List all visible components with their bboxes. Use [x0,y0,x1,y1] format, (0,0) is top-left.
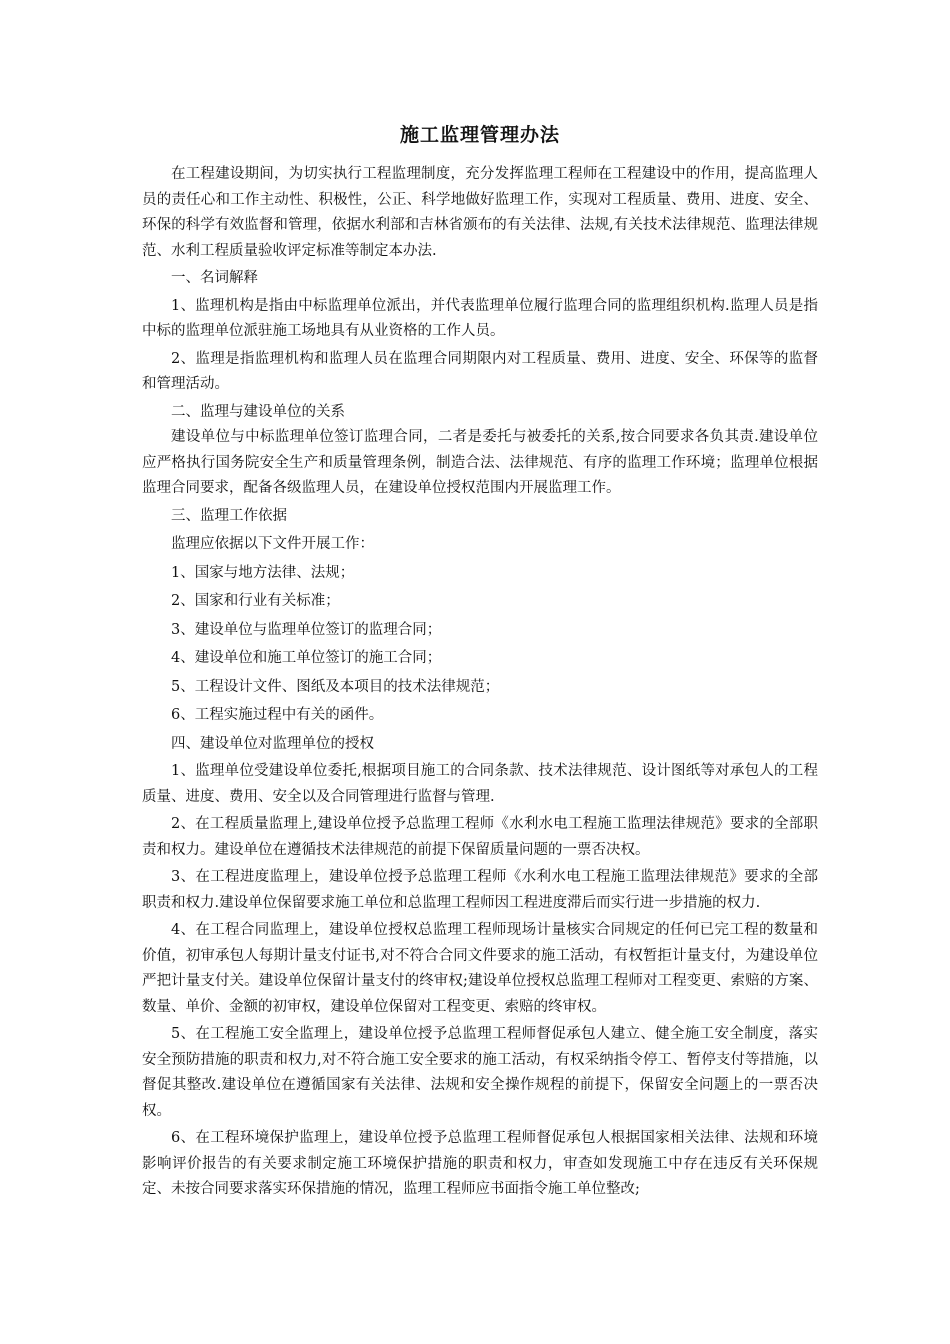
document-page [142,120,818,1203]
section-heading-1: 一、名词解释 [171,270,258,286]
section4-item-4: 4、在工程合同监理上，建设单位授权总监理工程师现场计量核实合同规定的任何已完工程的数量和价值，初审承包人每期计量支付证书,对不符合合同文件要求的施工活动，有权暂拒计量支付，为建设单位严把计量支付关。建设单位保留计量支付的终审权;建设单位授权总监理工程师对工程变更、索赔的方案、数量、单价、金额的初审权，建设单位保留对工程变更、索赔的终审权。 [142,922,818,1015]
section-heading-4: 四、建设单位对监理单位的授权 [171,735,374,752]
section3-item-6: 6、工程实施过程中有关的函件。 [171,707,384,723]
section-heading-2: 二、监理与建设单位的关系 [171,403,345,420]
document-title: 施工监理管理办法 [399,124,560,146]
section3-item-5: 5、工程设计文件、图纸及本项目的技术法律规范； [171,678,500,695]
section-heading-3: 三、监理工作依据 [171,507,287,524]
section3-item-1: 1、国家与地方法律、法规； [171,564,355,581]
section4-item-5: 5、在工程施工安全监理上，建设单位授予总监理工程师督促承包人建立、健全施工安全制度，落实安全预防措施的职责和权力,对不符合施工安全要求的施工活动，有权采纳指令停工、暂停支付等措施，以督促其整改.建设单位在遵循国家有关法律、法规和安全操作规程的前提下，保留安全问题上的一票否决权。 [142,1026,818,1119]
section4-item-2: 2、在工程质量监理上,建设单位授予总监理工程师《水利水电工程施工监理法律规范》要求的全部职责和权力。建设单位在遵循技术法律规范的前提下保留质量问题的一票否决权。 [142,816,818,858]
section3-lead: 监理应依据以下文件开展工作： [171,536,374,552]
section3-item-2: 2、国家和行业有关标准； [171,593,340,609]
section1-item-2: 2、监理是指监理机构和监理人员在监理合同期限内对工程质量、费用、进度、安全、环保等的监督和管理活动。 [142,350,818,392]
section2-body: 建设单位与中标监理单位签订监理合同，二者是委托与被委托的关系,按合同要求各负其责.建设单位应严格执行国务院安全生产和质量管理条例，制造合法、法律规范、有序的监理工作环境；监理单位根据监理合同要求，配备各级监理人员，在建设单位授权范围内开展监理工作。 [142,429,818,496]
section1-item-1: 1、监理机构是指由中标监理单位派出，并代表监理单位履行监理合同的监理组织机构.监理人员是指中标的监理单位派驻施工场地具有从业资格的工作人员。 [142,297,818,339]
section4-item-3: 3、在工程进度监理上，建设单位授予总监理工程师《水利水电工程施工监理法律规范》要求的全部职责和权力.建设单位保留要求施工单位和总监理工程师因工程进度滞后而实行进一步措施的权力. [142,869,818,911]
section3-item-4: 4、建设单位和施工单位签订的施工合同； [171,650,442,666]
section4-item-6: 6、在工程环境保护监理上，建设单位授予总监理工程师督促承包人根据国家相关法律、法规和环境影响评价报告的有关要求制定施工环境保护措施的职责和权力，审查如发现施工中存在违反有关环保规定、未按合同要求落实环保措施的情况，监理工程师应书面指令施工单位整改; [142,1130,818,1197]
intro-paragraph: 在工程建设期间，为切实执行工程监理制度，充分发挥监理工程师在工程建设中的作用，提高监理人员的责任心和工作主动性、积极性，公正、科学地做好监理工作，实现对工程质量、费用、进度、安全、环保的科学有效监督和管理，依据水利部和吉林省颁布的有关法律、法规,有关技术法律规范、监理法律规范、水利工程质量验收评定标准等制定本办法. [142,166,818,259]
section3-item-3: 3、建设单位与监理单位签订的监理合同； [171,621,442,638]
section4-item-1: 1、监理单位受建设单位委托,根据项目施工的合同条款、技术法律规范、设计图纸等对承包人的工程质量、进度、费用、安全以及合同管理进行监督与管理. [142,763,818,805]
